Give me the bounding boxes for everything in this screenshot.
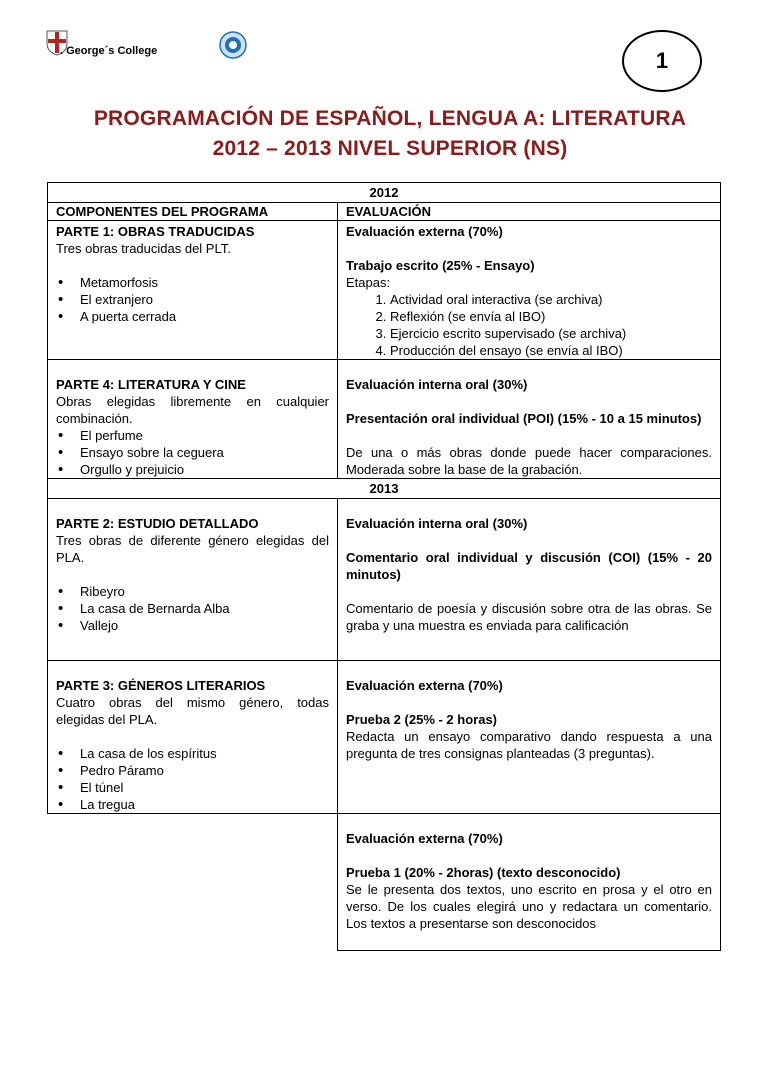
part3-title: PARTE 3: GÉNEROS LITERARIOS bbox=[56, 678, 266, 693]
part4-eval-title: Evaluación interna oral (30%) bbox=[346, 377, 528, 392]
part3-eval-title: Evaluación externa (70%) bbox=[346, 678, 503, 693]
part2-eval-text: Comentario de poesía y discusión sobre otra de las obras. Se graba y una muestra es enviada para calificación bbox=[346, 601, 712, 633]
page-number: 1 bbox=[622, 30, 702, 92]
part2-list bbox=[56, 583, 329, 634]
part1-title: PARTE 1: OBRAS TRADUCIDAS bbox=[56, 224, 255, 239]
list-item: 2. Reflexión (se envía al IBO) bbox=[390, 308, 712, 325]
list-item: • Metamorfosis bbox=[80, 274, 329, 291]
list-item: • Ensayo sobre la ceguera bbox=[80, 444, 329, 461]
list-item: • El extranjero bbox=[80, 291, 329, 308]
list-item: 1. Actividad oral interactiva (se archiva) bbox=[390, 291, 712, 308]
part3-desc: Cuatro obras del mismo género, todas elegidas del PLA. bbox=[56, 695, 329, 727]
part4-title: PARTE 4: LITERATURA Y CINE bbox=[56, 377, 246, 392]
part4-desc: Obras elegidas libremente en cualquier combinación. bbox=[56, 394, 329, 426]
school-name: . George´s College bbox=[60, 45, 158, 57]
part2-row bbox=[48, 499, 721, 661]
list-item: 3. Ejercicio escrito supervisado (se archiva) bbox=[390, 325, 712, 342]
part1-eval-title: Evaluación externa (70%) bbox=[346, 224, 503, 239]
list-item: • Pedro Páramo bbox=[80, 762, 329, 779]
extra-row bbox=[48, 814, 721, 951]
part2-eval-title: Evaluación interna oral (30%) bbox=[346, 516, 528, 531]
list-item: • La tregua bbox=[80, 796, 329, 813]
part1-desc: Tres obras traducidas del PLT. bbox=[56, 241, 231, 256]
part1-row bbox=[48, 221, 721, 360]
year-2013: 2013 bbox=[48, 479, 721, 499]
year-row-2012 bbox=[48, 183, 721, 203]
list-item: • Vallejo bbox=[80, 617, 329, 634]
part2-eval-sub: Comentario oral individual y discusión (COI) (15% - 20 minutos) bbox=[346, 550, 712, 582]
list-item: • La casa de los espíritus bbox=[80, 745, 329, 762]
list-item: • A puerta cerrada bbox=[80, 308, 329, 325]
col-evaluation-header: EVALUACIÓN bbox=[338, 203, 721, 221]
part1-eval-sub: Trabajo escrito (25% - Ensayo) bbox=[346, 258, 535, 273]
year-row-2013 bbox=[48, 479, 721, 499]
year-2012: 2012 bbox=[48, 183, 721, 203]
part2-title: PARTE 2: ESTUDIO DETALLADO bbox=[56, 516, 259, 531]
ib-logo-icon bbox=[218, 30, 248, 60]
page-subtitle: 2012 – 2013 NIVEL SUPERIOR (NS) bbox=[212, 137, 568, 160]
part4-eval-sub: Presentación oral individual (POI) (15% - 10 a 15 minutos) bbox=[346, 411, 702, 426]
part1-list bbox=[56, 274, 329, 325]
header-row bbox=[48, 203, 721, 221]
extra-eval-title: Evaluación externa (70%) bbox=[346, 831, 503, 846]
list-item: • Ribeyro bbox=[80, 583, 329, 600]
page-title: PROGRAMACIÓN DE ESPAÑOL, LENGUA A: LITERATURA bbox=[93, 107, 687, 130]
part3-row bbox=[48, 661, 721, 814]
program-table bbox=[47, 182, 721, 951]
part4-list bbox=[56, 427, 329, 478]
part4-row bbox=[48, 360, 721, 479]
list-item: • Orgullo y prejuicio bbox=[80, 461, 329, 478]
list-item: • El túnel bbox=[80, 779, 329, 796]
extra-eval-text: Se le presenta dos textos, uno escrito en prosa y el otro en verso. De los cuales elegirá uno y redactara un comentario. Los textos a presentarse son desconocidos bbox=[346, 882, 712, 931]
part1-stages bbox=[346, 291, 712, 359]
part3-eval-text: Redacta un ensayo comparativo dando respuesta a una pregunta de tres consignas planteadas (3 preguntas). bbox=[346, 729, 712, 761]
list-item: • El perfume bbox=[80, 427, 329, 444]
extra-eval-sub: Prueba 1 (20% - 2horas) (texto desconocido) bbox=[346, 865, 621, 880]
part3-list bbox=[56, 745, 329, 813]
list-item: • La casa de Bernarda Alba bbox=[80, 600, 329, 617]
list-item: 4. Producción del ensayo (se envía al IBO) bbox=[390, 342, 712, 359]
part1-stages-label: Etapas: bbox=[346, 275, 391, 290]
part2-desc: Tres obras de diferente género elegidas del PLA. bbox=[56, 533, 329, 565]
part4-eval-text: De una o más obras donde puede hacer comparaciones. Moderada sobre la base de la grabación. bbox=[346, 445, 712, 477]
col-components-header: COMPONENTES DEL PROGRAMA bbox=[48, 203, 338, 221]
part3-eval-sub: Prueba 2 (25% - 2 horas) bbox=[346, 712, 497, 727]
